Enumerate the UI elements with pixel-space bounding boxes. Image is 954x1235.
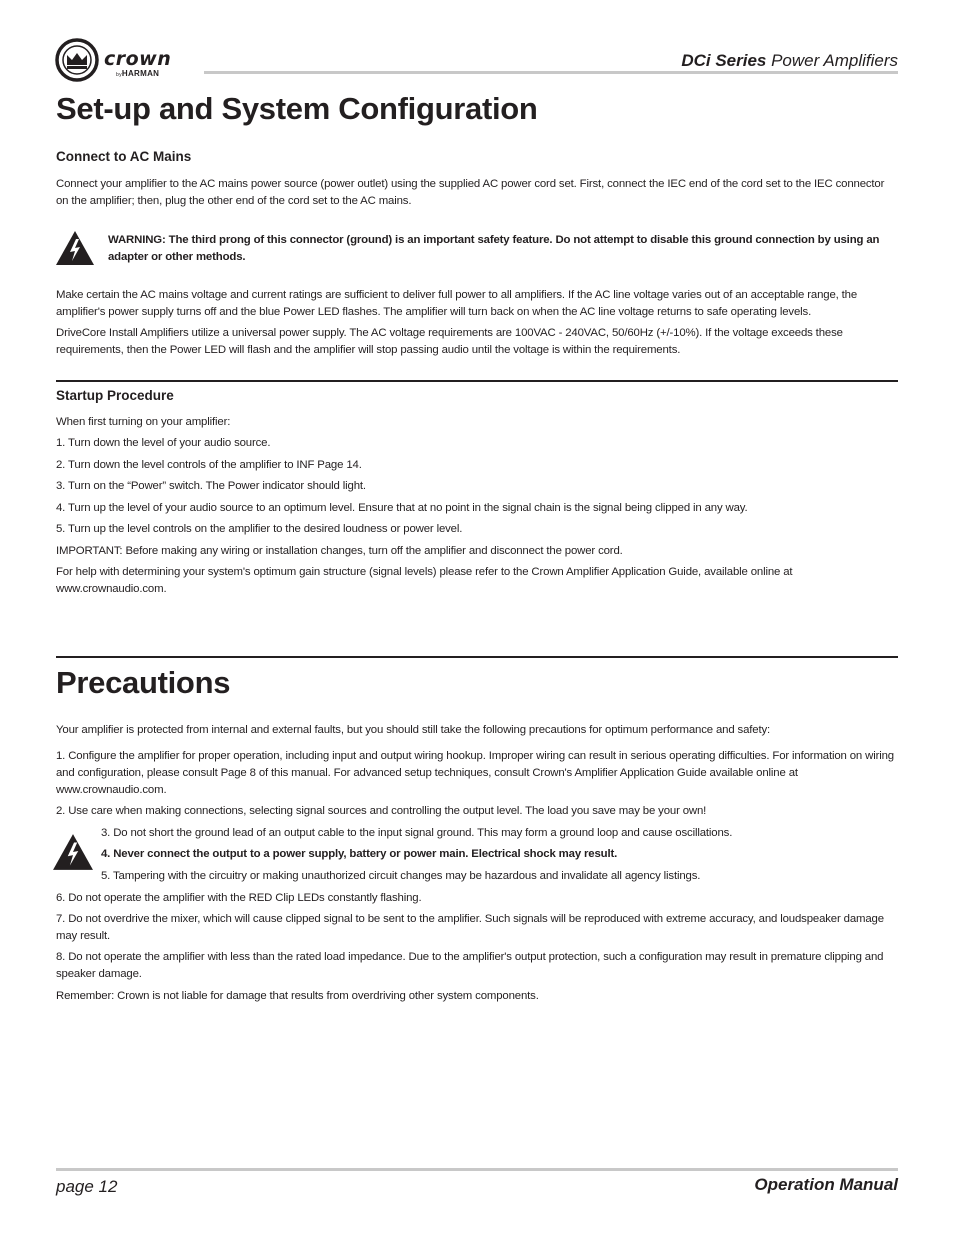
warning-shock-icon bbox=[52, 833, 94, 871]
startup-line: IMPORTANT: Before making any wiring or installation changes, turn off the amplifier and disconnect the power cord. bbox=[56, 545, 623, 557]
brand-wordmark: crown bbox=[104, 48, 172, 70]
startup-line: 4. Turn up the level of your audio source to an optimum level. Ensure that at no point in the signal chain is the signal being clipped in any way. bbox=[56, 502, 748, 514]
footer-rule bbox=[56, 1168, 898, 1171]
setup-title: Set-up and System Configuration bbox=[56, 91, 538, 126]
crown-logo-icon bbox=[55, 38, 99, 82]
startup-line: 2. Turn down the level controls of the amplifier to INF Page 14. bbox=[56, 459, 362, 471]
manual-title: Operation Manual bbox=[754, 1175, 898, 1194]
ac-mains-heading: Connect to AC Mains bbox=[56, 149, 192, 164]
precaution-item: 7. Do not overdrive the mixer, which will cause clipped signal to be sent to the amplifier. Such signals will be reproduced with extreme accuracy, and loudspeaker damage may result. bbox=[56, 913, 884, 942]
series-title: DCi Series Power Amplifiers bbox=[681, 51, 898, 70]
startup-line: 3. Turn on the “Power” switch. The Power indicator should light. bbox=[56, 480, 366, 492]
startup-line: 1. Turn down the level of your audio source. bbox=[56, 437, 271, 449]
ac-mains-text: Connect your amplifier to the AC mains power source (power outlet) using the supplied AC power cord set. First, connect the IEC end of the cord set to the IEC connector on the amplifier; then, plug the other end of the cord set to the AC mains. bbox=[56, 178, 885, 207]
precautions-title: Precautions bbox=[56, 665, 231, 700]
section-divider bbox=[56, 380, 898, 382]
drivecore-text: DriveCore Install Amplifiers utilize a universal power supply. The AC voltage requirements are 100VAC - 240VAC, 50/60Hz (+/-10%). If the voltage exceeds these requirements, then the Power LED will flash and the amplifier will stop passing audio until the voltage is within the requirements. bbox=[56, 327, 843, 356]
brand-by-harman: byHARMAN bbox=[116, 69, 160, 78]
precaution-item: 5. Tampering with the circuitry or making unauthorized circuit changes may be hazardous and invalidate all agency listings. bbox=[101, 870, 701, 882]
page-number: page 12 bbox=[56, 1177, 118, 1196]
precaution-item: 6. Do not operate the amplifier with the RED Clip LEDs constantly flashing. bbox=[56, 892, 422, 904]
precaution-item: 3. Do not short the ground lead of an output cable to the input signal ground. This may form a ground loop and cause oscillations. bbox=[101, 827, 733, 839]
warning-shock-icon bbox=[55, 230, 95, 266]
precaution-item: 1. Configure the amplifier for proper operation, including input and output wiring hookup. Improper wiring can result in serious operating difficulties. For information on wiring and configuration, please consult Page 8 of this manual. For advanced setup techniques, consult Crown's Amplifier Application Guide available online at www.crownaudio.com. bbox=[56, 750, 894, 796]
precautions-intro: Your amplifier is protected from internal and external faults, but you should still take the following precautions for optimum performance and safety: bbox=[56, 724, 771, 736]
startup-line: When first turning on your amplifier: bbox=[56, 416, 231, 428]
startup-heading: Startup Procedure bbox=[56, 388, 174, 403]
header-rule bbox=[204, 71, 898, 74]
precaution-item: 2. Use care when making connections, selecting signal sources and controlling the output level. The load you save may be your own! bbox=[56, 805, 707, 817]
remember-text: Remember: Crown is not liable for damage that results from overdriving other system components. bbox=[56, 990, 539, 1002]
startup-line: 5. Turn up the level controls on the amplifier to the desired loudness or power level. bbox=[56, 523, 463, 535]
ground-warning-text: WARNING: The third prong of this connector (ground) is an important safety feature. Do not attempt to disable this ground connection by using an adapter or other methods. bbox=[108, 234, 880, 263]
precaution-item-warning: 4. Never connect the output to a power supply, battery or power main. Electrical shock may result. bbox=[101, 848, 618, 860]
section-divider bbox=[56, 656, 898, 658]
startup-line: For help with determining your system's optimum gain structure (signal levels) please refer to the Crown Amplifier Application Guide, available online at www.crownaudio.com. bbox=[56, 566, 793, 595]
voltage-text: Make certain the AC mains voltage and current ratings are sufficient to deliver full power to all amplifiers. If the AC line voltage varies out of an acceptable range, the amplifier's power supply turns off and the blue Power LED flashes. The amplifier will turn back on when the AC line voltage returns to safe operating levels. bbox=[56, 289, 858, 318]
precaution-item: 8. Do not operate the amplifier with less than the rated load impedance. Due to the amplifier's output protection, such a configuration may result in premature clipping and speaker damage. bbox=[56, 951, 884, 980]
